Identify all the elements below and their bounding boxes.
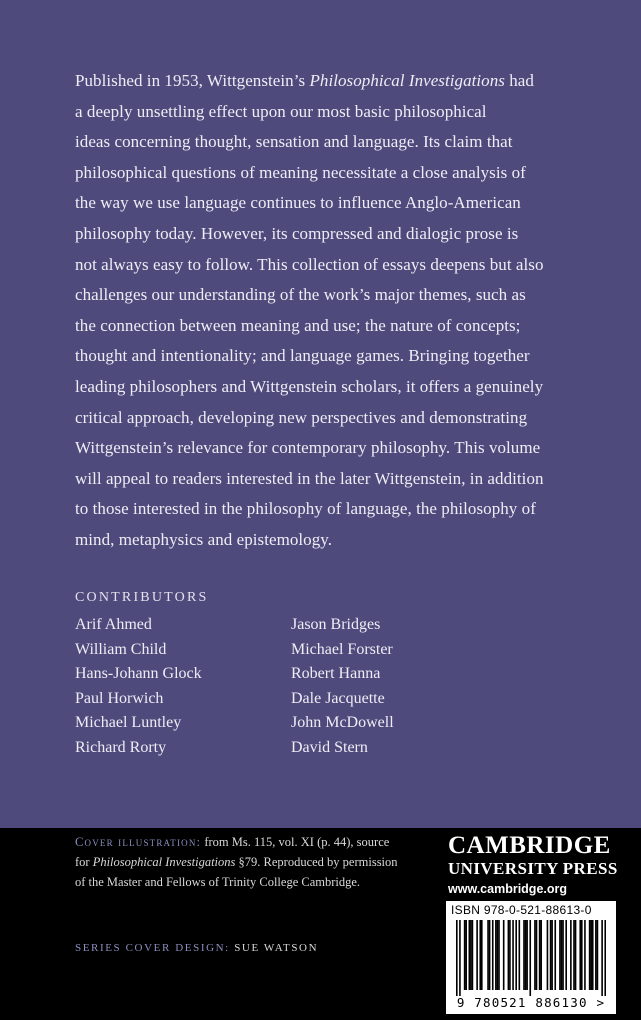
contributor-name: Arif Ahmed — [75, 616, 152, 633]
barcode-bar — [525, 920, 527, 990]
barcode-bar — [559, 920, 561, 990]
barcode-bar — [604, 920, 606, 996]
series-cover-design-credit — [75, 942, 318, 954]
barcode-bar — [590, 920, 592, 990]
blurb-text: philosophical questions of meaning necessitate a close analysis of — [75, 162, 526, 182]
barcode-bar — [459, 920, 461, 996]
barcode-bar — [561, 920, 563, 990]
blurb-line — [75, 311, 595, 342]
contributor-name: Michael Forster — [291, 640, 393, 658]
blurb-text: critical approach, developing new perspectives and demonstrating — [75, 407, 528, 427]
blurb-line — [75, 341, 595, 372]
barcode-bar — [503, 920, 505, 990]
contributor-name: John McDowell — [291, 714, 394, 731]
blurb-line — [75, 66, 595, 97]
contributor-name: Richard Rorty — [75, 738, 167, 756]
barcode-bar — [584, 920, 586, 990]
series-design-value: SUE WATSON — [229, 942, 319, 954]
blurb-line — [75, 525, 595, 556]
contributors-column-right — [291, 613, 394, 760]
contributor-name: Robert Hanna — [291, 665, 381, 682]
blurb-line — [75, 158, 595, 189]
barcode-bar — [595, 920, 597, 990]
blurb-line — [75, 188, 595, 219]
barcode-bar — [540, 920, 542, 990]
barcode-bar — [497, 920, 499, 990]
contributors-column-left — [75, 613, 202, 760]
blurb-line — [75, 280, 595, 311]
series-design-label: SERIES COVER DESIGN: — [75, 942, 230, 954]
cover-illustration-text-2-post: §79. Reproduced by permission — [235, 855, 398, 869]
publisher-url: www.cambridge.org — [448, 882, 568, 896]
barcode-bar — [550, 920, 552, 990]
blurb-line — [75, 433, 595, 464]
cover-illustration-text-2-pre: for — [75, 855, 93, 869]
barcode-bar — [470, 920, 472, 990]
barcode-bar — [551, 920, 553, 990]
blurb-text: had — [504, 71, 534, 90]
blurb-text: Wittgenstein’s relevance for contemporary philosophy. This volume — [75, 438, 541, 458]
contributors-heading: CONTRIBUTORS — [75, 590, 209, 605]
barcode-bar — [526, 920, 528, 990]
barcode-bar — [570, 920, 572, 990]
contributor-name: David Stern — [291, 738, 368, 756]
barcode-bar — [456, 920, 458, 996]
footer-band — [0, 828, 641, 1020]
barcode-bar — [515, 920, 517, 990]
barcode-bar — [554, 920, 556, 990]
barcode-bar — [601, 920, 603, 996]
blurb-text: ideas concerning thought, sensation and language. Its claim that — [75, 132, 513, 152]
contributor-name: Hans-Johann Glock — [75, 665, 202, 682]
contributor-name: William Child — [75, 640, 167, 658]
barcode-bars — [456, 920, 606, 996]
barcode-bar — [509, 920, 511, 990]
barcode-bar — [479, 920, 481, 990]
barcode-bar — [534, 920, 536, 990]
barcode-bar — [579, 920, 581, 990]
publisher-subname: UNIVERSITY PRESS — [448, 859, 618, 878]
barcode-bar — [592, 920, 594, 990]
barcode-bar — [469, 920, 471, 990]
barcode-bar — [508, 920, 510, 990]
barcode-bar — [539, 920, 541, 990]
barcode-bar — [472, 920, 474, 990]
barcode-bar — [498, 920, 500, 990]
blurb-text: not always easy to follow. This collection of essays deepens but also — [75, 254, 544, 274]
blurb-line — [75, 494, 595, 525]
barcode-bar — [519, 920, 521, 990]
blurb-text: to those interested in the philosophy of language, the philosophy of — [75, 499, 536, 519]
cover-illustration-credit — [75, 832, 435, 892]
blurb-line — [75, 219, 595, 250]
cover-illustration-label: Cover illustration: — [75, 835, 202, 849]
barcode-bar — [487, 920, 489, 990]
barcode-bar — [489, 920, 491, 990]
barcode-bar — [464, 920, 466, 990]
blurb-text: Published in 1953, Wittgenstein’s — [75, 71, 310, 90]
barcode-bar — [536, 920, 538, 990]
blurb-text: mind, metaphysics and epistemology. — [75, 529, 333, 549]
description-blurb — [75, 66, 595, 556]
contributor-name: Jason Bridges — [291, 616, 381, 633]
barcode-bar — [562, 920, 564, 990]
barcode-bar — [529, 920, 531, 996]
blurb-text: philosophy today. However, its compressed and dialogic prose is — [75, 223, 519, 243]
barcode-number: 9 780521 886130 > — [456, 995, 606, 1010]
blurb-line — [75, 372, 595, 403]
blurb-book-title: Philosophical Investigations — [309, 71, 505, 90]
barcode-bar — [565, 920, 567, 990]
barcode-bar — [547, 920, 549, 990]
blurb-text: leading philosophers and Wittgenstein scholars, it offers a genuinely — [75, 376, 544, 396]
barcode-bar — [465, 920, 467, 990]
blurb-line — [75, 403, 595, 434]
publisher-name: CAMBRIDGE — [448, 832, 611, 859]
blurb-text: will appeal to readers interested in the later Wittgenstein, in addition — [75, 468, 544, 488]
barcode-bar — [581, 920, 583, 990]
contributor-name: Michael Luntley — [75, 714, 182, 731]
blurb-text: the connection between meaning and use; the nature of concepts; — [75, 315, 521, 335]
cover-illustration-title: Philosophical Investigations — [92, 855, 236, 869]
contributor-name: Paul Horwich — [75, 689, 164, 707]
isbn-barcode — [446, 901, 616, 1014]
blurb-text: thought and intentionality; and language games. Bringing together — [75, 346, 530, 366]
contributor-name: Dale Jacquette — [291, 689, 385, 707]
blurb-line — [75, 250, 595, 281]
blurb-line — [75, 464, 595, 495]
blurb-text: the way we use language continues to influence Anglo-American — [75, 193, 521, 213]
barcode-bar — [573, 920, 575, 990]
cover-illustration-text-3: of the Master and Fellows of Trinity College Cambridge. — [75, 875, 361, 889]
blurb-line — [75, 97, 595, 128]
publisher-logo — [448, 833, 618, 896]
barcode-bar — [492, 920, 494, 990]
barcode-bar — [481, 920, 483, 990]
blurb-line — [75, 127, 595, 158]
blurb-text: a deeply unsettling effect upon our most basic philosophical — [75, 101, 487, 121]
barcode-bar — [512, 920, 514, 990]
cover-illustration-text-1: from Ms. 115, vol. XI (p. 44), source — [201, 835, 390, 849]
barcode-bar — [523, 920, 525, 990]
blurb-text: challenges our understanding of the work’s major themes, such as — [75, 285, 526, 305]
barcode-bar — [476, 920, 478, 990]
barcode-bar — [589, 920, 591, 990]
barcode-bar — [597, 920, 599, 990]
barcode-bar — [495, 920, 497, 990]
barcode-bar — [575, 920, 577, 990]
isbn-text: ISBN 978-0-521-88613-0 — [451, 903, 592, 917]
